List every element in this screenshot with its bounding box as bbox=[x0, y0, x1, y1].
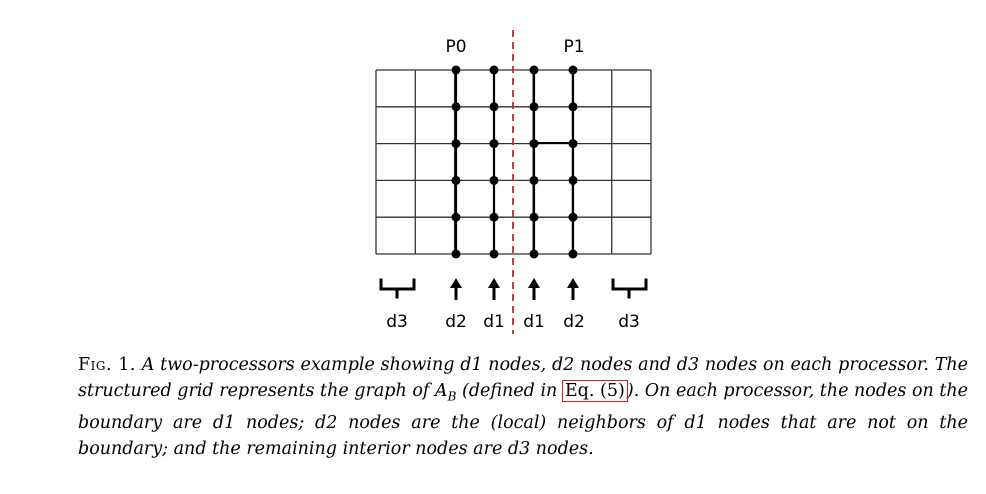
node-type-label: d1 bbox=[523, 312, 545, 332]
caption-part3: ). On each processor, the nodes on the boundary are d1 nodes; d2 nodes are the (local) neighbors of d1 nodes that are not on the boundary; and the remaining interior nodes are d3 nodes. bbox=[78, 381, 968, 459]
grid-node bbox=[569, 66, 578, 75]
grid-node bbox=[530, 102, 539, 111]
arrow-up-icon-d2-left bbox=[450, 278, 462, 300]
grid-node bbox=[569, 250, 578, 259]
grid-node bbox=[452, 176, 461, 185]
node-type-label: d2 bbox=[563, 312, 585, 332]
grid-node bbox=[490, 176, 499, 185]
arrow-up-icon-d2-right bbox=[567, 278, 579, 300]
equation-link[interactable]: Eq. (5) bbox=[564, 381, 625, 401]
grid-node bbox=[452, 66, 461, 75]
brace-icon-left bbox=[381, 280, 414, 297]
grid-node bbox=[569, 213, 578, 222]
node-type-label: d3 bbox=[618, 312, 640, 332]
processor-label-p0: P0 bbox=[445, 37, 467, 57]
grid-node bbox=[490, 213, 499, 222]
caption-label: Fig. 1. bbox=[78, 355, 136, 375]
grid-node bbox=[530, 213, 539, 222]
nodes bbox=[452, 66, 578, 259]
arrow-up-icon-d1-right bbox=[528, 278, 540, 300]
grid-node bbox=[569, 176, 578, 185]
grid-node bbox=[530, 250, 539, 259]
node-type-label: d1 bbox=[483, 312, 505, 332]
brace-icon-right bbox=[613, 280, 646, 297]
grid-node bbox=[530, 139, 539, 148]
grid-node bbox=[530, 176, 539, 185]
grid-node bbox=[452, 213, 461, 222]
grid-node bbox=[452, 102, 461, 111]
grid-node bbox=[452, 250, 461, 259]
grid-node bbox=[490, 66, 499, 75]
grid-node bbox=[569, 139, 578, 148]
caption-text bbox=[78, 355, 968, 459]
grid-node bbox=[530, 66, 539, 75]
processor-label-p1: P1 bbox=[563, 37, 585, 57]
node-connectors bbox=[456, 70, 573, 254]
caption-part1: A two-processors example showing d1 nodes, d2 nodes and d3 nodes on each processor. The structured grid represents the graph of A bbox=[78, 355, 968, 401]
caption-subscript: B bbox=[447, 389, 457, 404]
figure-caption bbox=[78, 352, 968, 462]
caption-part2: (defined in bbox=[456, 381, 563, 401]
grid-node bbox=[490, 102, 499, 111]
grid-node bbox=[490, 139, 499, 148]
grid-node bbox=[490, 250, 499, 259]
node-type-label: d3 bbox=[386, 312, 408, 332]
arrow-up-icon-d1-left bbox=[488, 278, 500, 300]
grid-node bbox=[452, 139, 461, 148]
grid-node bbox=[569, 102, 578, 111]
node-type-label: d2 bbox=[445, 312, 467, 332]
